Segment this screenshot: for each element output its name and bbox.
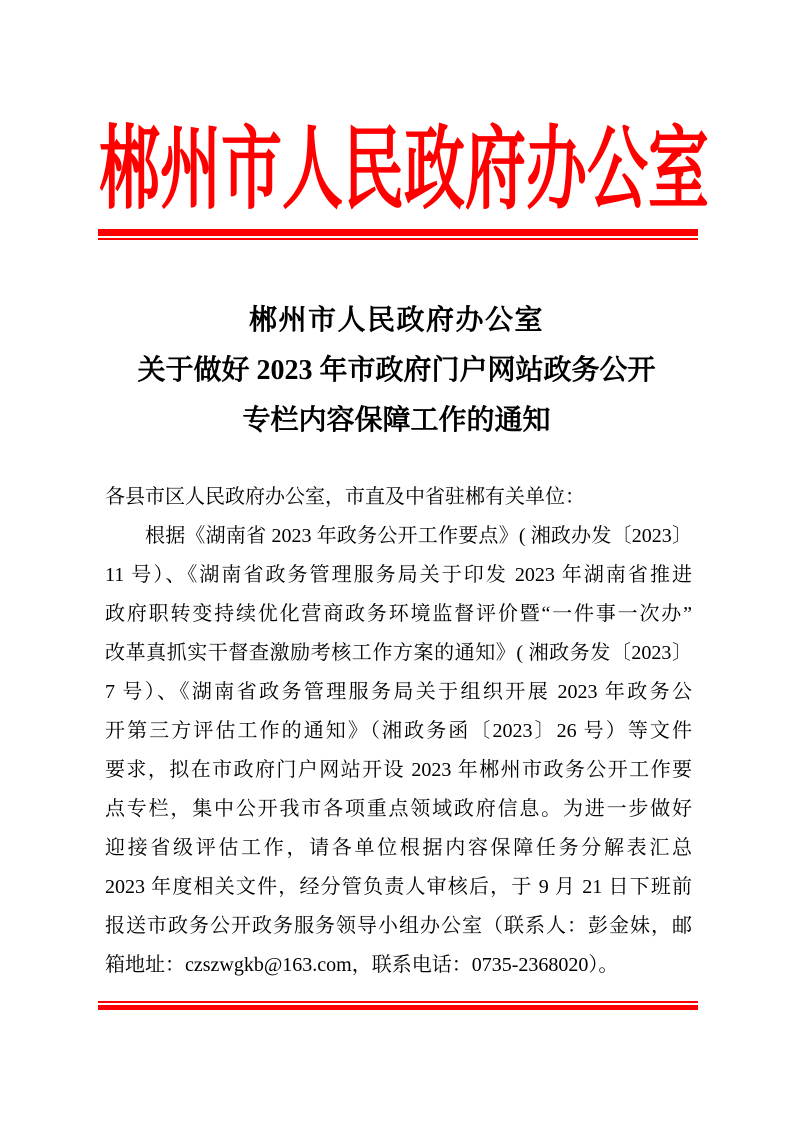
body-text-line: 11 号）、《湖南省政务管理服务局关于印发 2023 年湖南省推进 [105, 564, 692, 586]
body-text-line: 2023 年度相关文件，经分管负责人审核后，于 9 月 21 日下班前 [105, 876, 692, 898]
divider-thin-bar [98, 238, 698, 240]
divider-thick-bar [98, 1005, 698, 1010]
body-text-line: 根据《湖南省 2023 年政务公开工作要点》( 湘政办发〔2023〕 [145, 525, 692, 547]
document-title [0, 296, 793, 446]
footer-divider-line [98, 1001, 698, 1010]
document-title-line-2: 关于做好 2023 年市政府门户网站政务公开 [137, 355, 656, 386]
body-text-line: 各县市区人民政府办公室，市直及中省驻郴有关单位： [105, 486, 585, 508]
document-body-text [105, 478, 692, 985]
body-text-line: 开第三方评估工作的通知》（湘政务函〔2023〕26 号）等文件 [105, 720, 692, 742]
body-text-line: 迎接省级评估工作，请各单位根据内容保障任务分解表汇总 [105, 837, 692, 859]
divider-thick-bar [98, 229, 698, 236]
body-text-line: 点专栏，集中公开我市各项重点领域政府信息。为进一步做好 [105, 798, 692, 820]
masthead-divider-line [98, 229, 698, 240]
document-title-line-1: 郴州市人民政府办公室 [248, 305, 544, 336]
document-title-line-3: 专栏内容保障工作的通知 [242, 405, 551, 436]
body-text-line: 要求，拟在市政府门户网站开设 2023 年郴州市政务公开工作要 [105, 759, 692, 781]
body-text-line: 改革真抓实干督查激励考核工作方案的通知》( 湘政务发〔2023〕 [105, 642, 692, 664]
body-text-line: 政府职转变持续优化营商政务环境监督评价暨“一件事一次办” [105, 603, 692, 625]
body-text-line: 报送市政务公开政务服务领导小组办公室（联系人：彭金妹，邮 [105, 915, 692, 937]
masthead-title: 郴州市人民政府办公室 [98, 121, 709, 221]
body-text-line: 箱地址：czszwgkb@163.com，联系电话：0735-2368020）。 [105, 954, 619, 976]
body-text-line: 7 号）、《湖南省政务管理服务局关于组织开展 2023 年政务公 [105, 681, 692, 703]
